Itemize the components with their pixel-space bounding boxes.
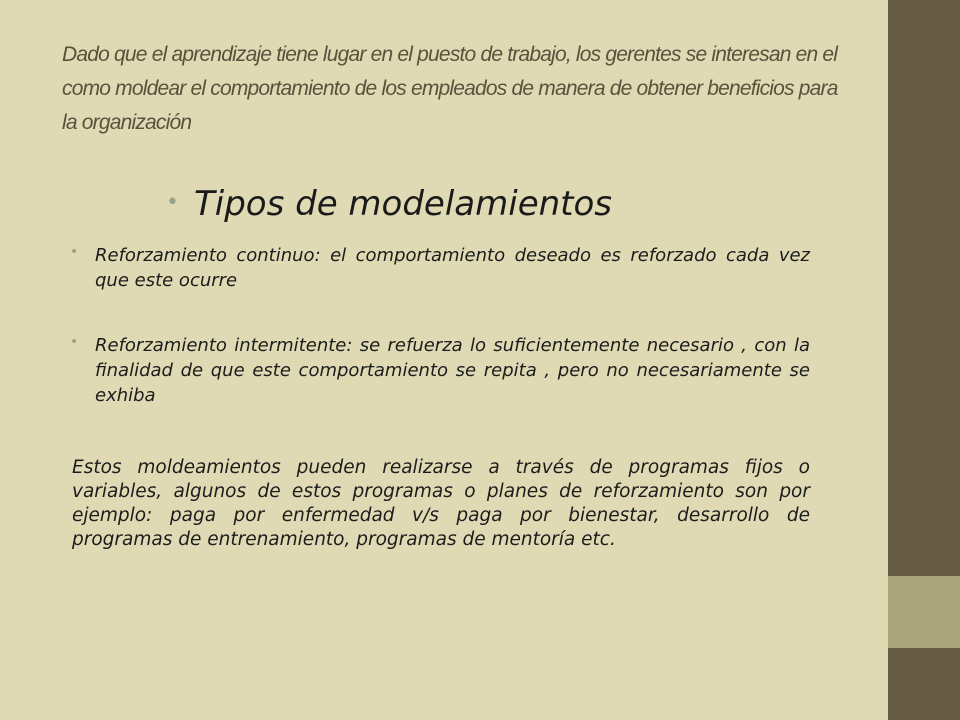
list-item (70, 333, 810, 408)
list-item (70, 243, 810, 293)
heading-bullet (166, 184, 612, 224)
right-sidebar-bar (888, 0, 960, 720)
bullet-dot-icon: • (70, 334, 79, 350)
list-item-text: Reforzamiento intermitente: se refuerza lo suficientemente necesario , con la finalidad de que este comportamiento se repita , pero no necesariamente se exhiba (95, 335, 810, 406)
list-item-text: Reforzamiento continuo: el comportamiento deseado es reforzado cada vez que este ocurre (95, 245, 810, 291)
bullet-dot-icon: • (70, 244, 79, 260)
section-heading: Tipos de modelamientos (194, 184, 613, 224)
bullet-dot-icon: • (166, 190, 179, 215)
sidebar-accent-block (888, 576, 960, 648)
body-paragraph: Estos moldeamientos pueden realizarse a través de programas fijos o variables, algunos de estos programas o planes de reforzamiento son por ejemplo: paga por enfermedad v/s paga por bienestar, desarrollo de programas de entrenamiento, programas de mentoría etc. (72, 457, 810, 550)
slide-title: Dado que el aprendizaje tiene lugar en el puesto de trabajo, los gerentes se interesan en el como moldear el comportamiento de los empleados de manera de obtener beneficios para la organización (62, 43, 838, 134)
